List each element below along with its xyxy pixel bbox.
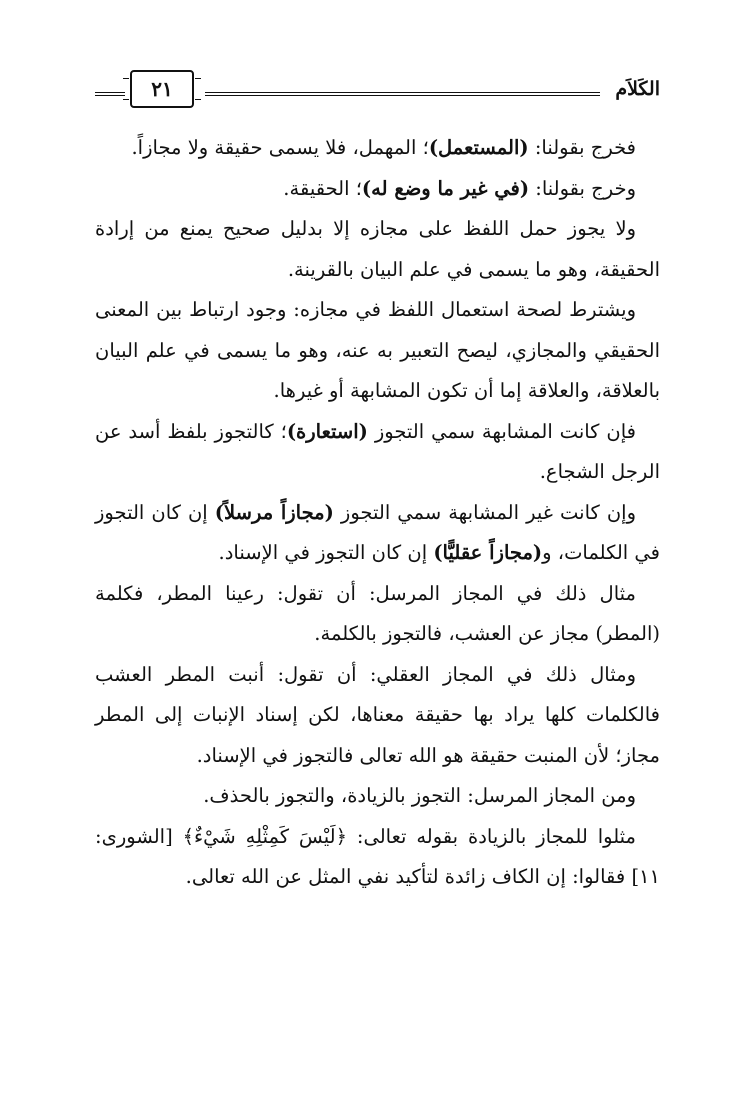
- paragraph: [95, 574, 660, 655]
- paragraph: [95, 290, 660, 412]
- bold-term: (مجازاً عقليًّا): [433, 541, 543, 564]
- text-run: ومن المجاز المرسل: التجوز بالزيادة، والتجوز بالحذف.: [203, 784, 636, 807]
- bold-term: (استعارة): [286, 419, 368, 443]
- running-title: الكَلاَم: [615, 78, 660, 100]
- quran-verse: ﴿لَيْسَ كَمِثْلِهِ شَيْءٌ﴾: [182, 824, 348, 848]
- paragraph: [95, 209, 660, 290]
- bold-term: (المستعمل): [428, 136, 529, 159]
- text-run: مثلوا للمجاز بالزيادة بقوله تعالى:: [347, 824, 636, 848]
- paragraph: [95, 128, 660, 169]
- text-run: إن كان التجوز في الكلمات، و: [95, 500, 660, 564]
- text-run: فخرج بقولنا:: [528, 136, 636, 159]
- text-run: ؛ كالتجوز بلفظ أسد عن الرجل الشجاع.: [95, 419, 660, 483]
- bold-term: (في غير ما وضع له): [361, 176, 530, 200]
- paragraph: [95, 412, 660, 493]
- body-text: [95, 128, 660, 898]
- text-run: ؛ المهمل، فلا يسمى حقيقة ولا مجازاً.: [131, 136, 429, 159]
- text-run: فإن كانت المشابهة سمي التجوز: [367, 419, 636, 443]
- text-run: ولا يجوز حمل اللفظ على مجازه إلا بدليل صحيح يمنع من إرادة الحقيقة، وهو ما يسمى في علم البيان بالقرينة.: [95, 217, 660, 281]
- paragraph: [95, 493, 660, 574]
- page-header: [95, 70, 660, 114]
- text-run: إن كان التجوز في الإسناد.: [218, 541, 434, 564]
- paragraph: [95, 817, 660, 898]
- paragraph: [95, 776, 660, 817]
- paragraph: [95, 169, 660, 210]
- text-run: وخرج بقولنا:: [529, 176, 636, 200]
- paragraph: [95, 655, 660, 777]
- header-rule: [205, 92, 600, 93]
- header-rule-left: [95, 92, 125, 93]
- bold-term: (مجازاً مرسلاً): [214, 500, 334, 524]
- page-number: ٢١: [151, 77, 173, 101]
- text-run: وإن كانت غير المشابهة سمي التجوز: [333, 500, 637, 524]
- text-run: ويشترط لصحة استعمال اللفظ في مجازه: وجود ارتباط بين المعنى الحقيقي والمجازي، ليصح التعبير به عنه، وهو ما يسمى في علم البيان بالعلاقة، والعلاقة إما أن تكون المشابهة أو غيرها.: [95, 298, 660, 402]
- text-run: مثال ذلك في المجاز المرسل: أن تقول: رعينا المطر، فكلمة (المطر) مجاز عن العشب، فالتجوز بالكلمة.: [95, 581, 660, 645]
- text-run: ؛ الحقيقة.: [283, 176, 362, 200]
- text-run: ومثال ذلك في المجاز العقلي: أن تقول: أنبت المطر العشب فالكلمات كلها يراد بها حقيقة معناها، لكن إسناد الإنبات إلى المطر مجاز؛ لأن المنبت حقيقة هو الله تعالى فالتجوز في الإسناد.: [95, 662, 660, 767]
- text-run: [الشورى: ١١] فقالوا: إن الكاف زائدة لتأكيد نفي المثل عن الله تعالى.: [95, 824, 660, 888]
- page-number-box: [130, 70, 194, 108]
